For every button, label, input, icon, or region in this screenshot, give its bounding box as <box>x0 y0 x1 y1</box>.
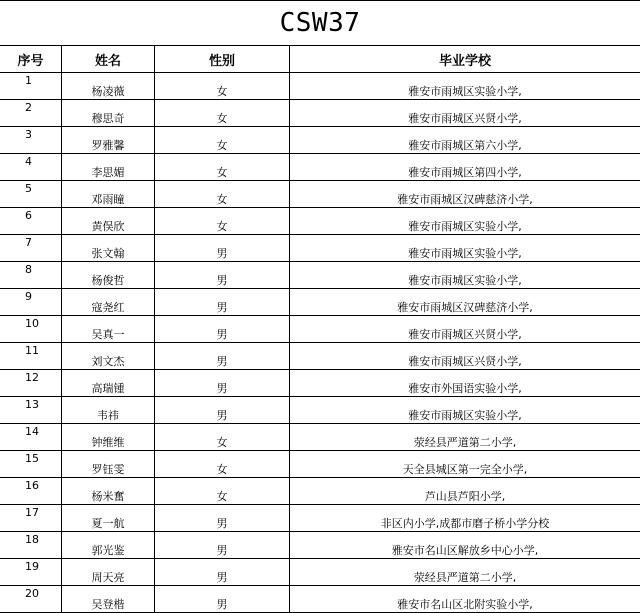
name-cell: 韦祎 <box>62 397 155 424</box>
name-cell: 杨俊哲 <box>62 262 155 289</box>
gender-cell: 女 <box>155 478 290 505</box>
header-row <box>0 46 640 73</box>
school-cell: 天全县城区第一完全小学, <box>290 451 640 478</box>
name-cell: 杨米奮 <box>62 478 155 505</box>
name-cell: 刘文杰 <box>62 343 155 370</box>
gender-cell: 男 <box>155 370 290 397</box>
school-cell: 非区内小学,成都市磨子桥小学分校 <box>290 505 640 532</box>
column-header-name: 姓名 <box>62 46 155 73</box>
gender-cell: 男 <box>155 532 290 559</box>
gender-cell: 女 <box>155 100 290 127</box>
row-number-cell: 16 <box>0 478 62 505</box>
school-cell: 雅安市雨城区实验小学, <box>290 262 640 289</box>
name-cell: 罗雅馨 <box>62 127 155 154</box>
sheet-title: CSW37 <box>0 1 640 46</box>
row-number-cell: 1 <box>0 73 62 100</box>
school-cell: 雅安市雨城区汉碑慈济小学, <box>290 181 640 208</box>
row-number-cell: 18 <box>0 532 62 559</box>
row-number-cell: 4 <box>0 154 62 181</box>
table-row <box>0 451 640 478</box>
school-cell: 雅安市雨城区实验小学, <box>290 397 640 424</box>
table-row <box>0 532 640 559</box>
name-cell: 高瑞锺 <box>62 370 155 397</box>
gender-cell: 男 <box>155 397 290 424</box>
table-row <box>0 478 640 505</box>
table-row <box>0 181 640 208</box>
school-cell: 雅安市雨城区兴贤小学, <box>290 100 640 127</box>
gender-cell: 女 <box>155 181 290 208</box>
gender-cell: 女 <box>155 73 290 100</box>
gender-cell: 女 <box>155 154 290 181</box>
gender-cell: 女 <box>155 451 290 478</box>
school-cell: 荥经县严道第二小学, <box>290 559 640 586</box>
school-cell: 雅安市外国语实验小学, <box>290 370 640 397</box>
column-header-school: 毕业学校 <box>290 46 640 73</box>
row-number-cell: 9 <box>0 289 62 316</box>
table-row <box>0 370 640 397</box>
school-cell: 雅安市雨城区兴贤小学, <box>290 343 640 370</box>
name-cell: 穆思奇 <box>62 100 155 127</box>
gender-cell: 男 <box>155 262 290 289</box>
gender-cell: 男 <box>155 559 290 586</box>
row-number-cell: 7 <box>0 235 62 262</box>
table-row <box>0 154 640 181</box>
name-cell: 张文翰 <box>62 235 155 262</box>
school-cell: 雅安市名山区北附实验小学, <box>290 586 640 613</box>
table-row <box>0 262 640 289</box>
school-cell: 雅安市雨城区实验小学, <box>290 235 640 262</box>
name-cell: 邓雨瞳 <box>62 181 155 208</box>
name-cell: 周天亮 <box>62 559 155 586</box>
name-cell: 李思媚 <box>62 154 155 181</box>
row-number-cell: 15 <box>0 451 62 478</box>
row-number-cell: 5 <box>0 181 62 208</box>
school-cell: 雅安市雨城区实验小学, <box>290 208 640 235</box>
name-cell: 夏一航 <box>62 505 155 532</box>
row-number-cell: 6 <box>0 208 62 235</box>
school-cell: 荥经县严道第二小学, <box>290 424 640 451</box>
gender-cell: 女 <box>155 127 290 154</box>
table-row <box>0 100 640 127</box>
school-cell: 雅安市雨城区汉碑慈济小学, <box>290 289 640 316</box>
school-cell: 雅安市雨城区第四小学, <box>290 154 640 181</box>
table-row <box>0 424 640 451</box>
row-number-cell: 13 <box>0 397 62 424</box>
name-cell: 吴登楷 <box>62 586 155 613</box>
name-cell: 罗钰雯 <box>62 451 155 478</box>
school-cell: 雅安市名山区解放乡中心小学, <box>290 532 640 559</box>
row-number-cell: 19 <box>0 559 62 586</box>
gender-cell: 女 <box>155 208 290 235</box>
table-row <box>0 316 640 343</box>
row-number-cell: 3 <box>0 127 62 154</box>
name-cell: 郭光鉴 <box>62 532 155 559</box>
name-cell: 吴真一 <box>62 316 155 343</box>
column-header-no: 序号 <box>0 46 62 73</box>
row-number-cell: 8 <box>0 262 62 289</box>
school-cell: 雅安市雨城区第六小学, <box>290 127 640 154</box>
gender-cell: 男 <box>155 505 290 532</box>
table-row <box>0 73 640 100</box>
gender-cell: 男 <box>155 586 290 613</box>
row-number-cell: 17 <box>0 505 62 532</box>
name-cell: 杨凌薇 <box>62 73 155 100</box>
gender-cell: 男 <box>155 316 290 343</box>
table-row <box>0 127 640 154</box>
name-cell: 寇尧红 <box>62 289 155 316</box>
gender-cell: 男 <box>155 343 290 370</box>
table-row <box>0 559 640 586</box>
row-number-cell: 14 <box>0 424 62 451</box>
table-row <box>0 505 640 532</box>
table-row <box>0 343 640 370</box>
table-row <box>0 586 640 613</box>
row-number-cell: 20 <box>0 586 62 613</box>
table-row <box>0 397 640 424</box>
column-header-gender: 性别 <box>155 46 290 73</box>
school-cell: 雅安市雨城区实验小学, <box>290 73 640 100</box>
gender-cell: 男 <box>155 235 290 262</box>
row-number-cell: 11 <box>0 343 62 370</box>
name-cell: 黄俣欣 <box>62 208 155 235</box>
school-cell: 芦山县芦阳小学, <box>290 478 640 505</box>
gender-cell: 男 <box>155 289 290 316</box>
table-row <box>0 235 640 262</box>
table-row <box>0 289 640 316</box>
name-cell: 钟维维 <box>62 424 155 451</box>
table-row <box>0 208 640 235</box>
row-number-cell: 2 <box>0 100 62 127</box>
gender-cell: 女 <box>155 424 290 451</box>
row-number-cell: 12 <box>0 370 62 397</box>
row-number-cell: 10 <box>0 316 62 343</box>
school-cell: 雅安市雨城区兴贤小学, <box>290 316 640 343</box>
